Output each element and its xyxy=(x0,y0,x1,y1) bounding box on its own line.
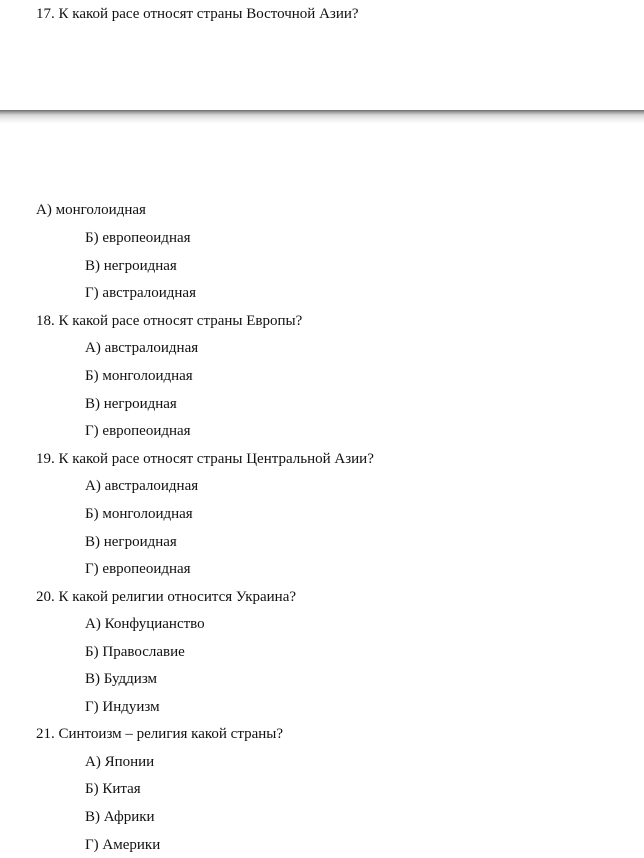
q18-option-d: Г) европеоидная xyxy=(85,423,191,439)
q19-option-b: Б) монголоидная xyxy=(85,506,193,522)
question-20: 20. К какой религии относится Украина? xyxy=(36,589,297,605)
q17-option-c: В) негроидная xyxy=(85,258,177,274)
q21-option-d: Г) Америки xyxy=(85,837,161,853)
q18-option-c: В) негроидная xyxy=(85,396,177,412)
q17-option-d: Г) австралоидная xyxy=(85,285,196,301)
q17-option-a: А) монголоидная xyxy=(36,202,146,218)
q18-option-a: А) австралоидная xyxy=(85,340,199,356)
question-21: 21. Синтоизм – религия какой страны? xyxy=(36,726,283,742)
question-17: 17. К какой расе относят страны Восточной Азии? xyxy=(36,6,359,22)
question-19: 19. К какой расе относят страны Центральной Азии? xyxy=(36,451,374,467)
q18-option-b: Б) монголоидная xyxy=(85,368,193,384)
q21-option-a: А) Японии xyxy=(85,754,155,770)
q20-option-b: Б) Православие xyxy=(85,644,185,660)
page-break-shadow xyxy=(0,110,644,124)
question-18: 18. К какой расе относят страны Европы? xyxy=(36,313,303,329)
q19-option-c: В) негроидная xyxy=(85,534,177,550)
q20-option-d: Г) Индуизм xyxy=(85,699,160,715)
q21-option-b: Б) Китая xyxy=(85,781,141,797)
q21-option-c: В) Африки xyxy=(85,809,155,825)
q20-option-a: А) Конфуцианство xyxy=(85,616,205,632)
q19-option-a: А) австралоидная xyxy=(85,478,199,494)
q20-option-c: В) Буддизм xyxy=(85,671,158,687)
q19-option-d: Г) европеоидная xyxy=(85,561,191,577)
q17-option-b: Б) европеоидная xyxy=(85,230,191,246)
